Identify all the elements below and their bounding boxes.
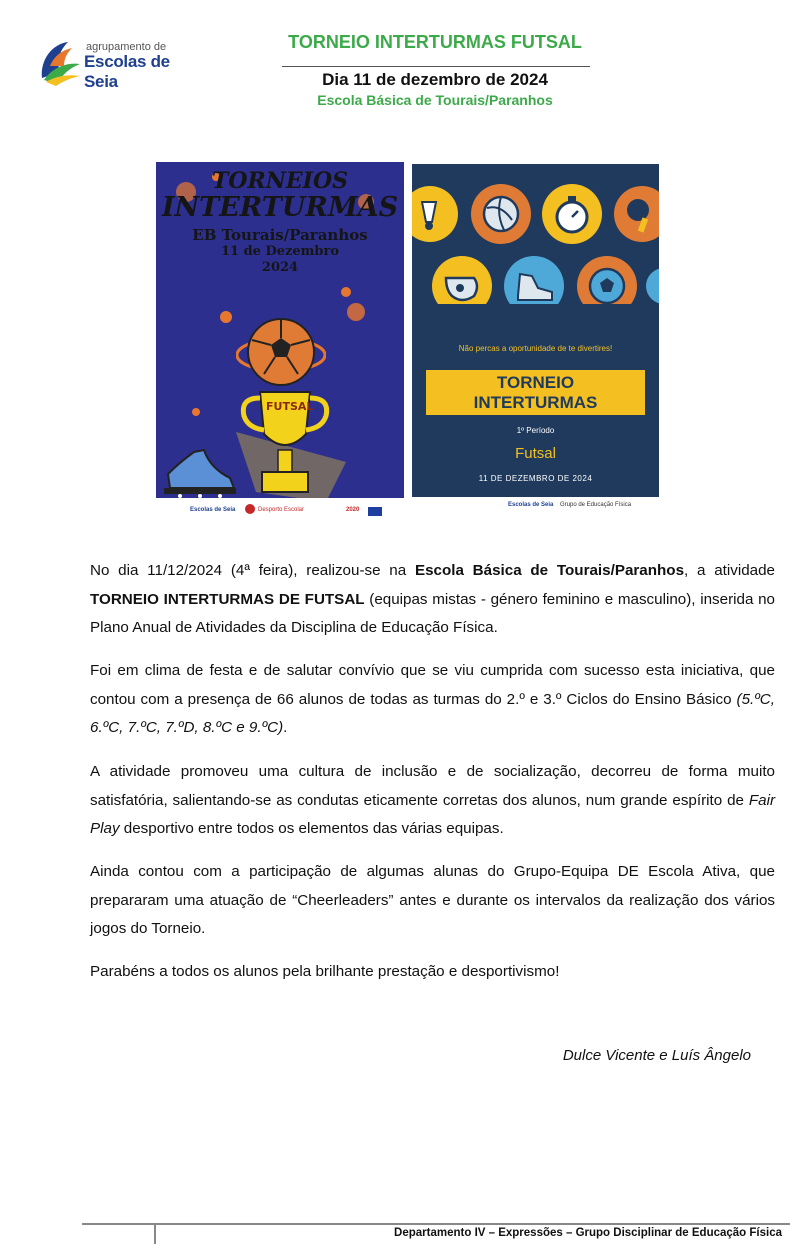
shuttlecock-icon <box>412 186 458 242</box>
signature: Dulce Vicente e Luís Ângelo <box>562 1047 751 1064</box>
logo-line2: Escolas de Seia <box>84 52 170 91</box>
poster-left-footer <box>156 498 404 520</box>
school-logo <box>38 38 198 91</box>
event-date: Dia 11 de dezembro de 2024 <box>322 70 548 89</box>
trophy-label: FUTSAL <box>266 400 314 413</box>
paragraph-3-fair-play: Fair Play <box>90 791 775 837</box>
poster-right-banner-line1: TORNEIO <box>496 373 575 392</box>
paragraph-1-text-e: (equipas mistas - género feminino e masculino), inserida no Plano Anual de Atividades da Disciplina de Educação Física. <box>90 590 776 636</box>
paragraph-4: Ainda contou com a participação de algumas alunas do Grupo-Equipa DE Escola Ativa, que prepararam uma atuação de “Cheerleaders” antes e durante os intervalos da realização dos vários jogos do Torneio. <box>90 863 775 937</box>
paragraph-2-classes: (5.ºC, 6.ºC, 7.ºC, 7.ºD, 8.ºC e 9.ºC) <box>90 690 775 736</box>
poster-left-subtitle: EB Tourais/Paranhos <box>192 226 368 244</box>
poster-right <box>412 164 659 515</box>
poster-right-date: 11 DE DEZEMBRO DE 2024 <box>478 474 593 483</box>
logo-swoosh-icon <box>38 38 82 86</box>
volleyball-icon <box>471 184 531 244</box>
poster-right-tagline: Não percas a oportunidade de te divertires! <box>458 344 613 353</box>
poster-left <box>156 162 404 520</box>
poster-left-title2: INTERTURMAS <box>161 192 399 223</box>
paragraph-1-school: Escola Básica de Tourais/Paranhos <box>414 562 685 579</box>
paragraph-1-text-a: No dia 11/12/2024 (4ª feira), realizou-se na <box>90 562 415 579</box>
poster-left-footer-program: 2020 <box>346 507 360 513</box>
paragraph-3-text-a: A atividade promoveu uma cultura de inclusão e de socialização, decorreu de forma muito satisfatória, salientando-se as condutas eticamente corretas dos alunos, num grande espírito de <box>90 763 775 809</box>
paragraph-3-text-c: desportivo entre todos os elementos das várias equipas. <box>119 820 504 837</box>
event-school: Escola Básica de Tourais/Paranhos <box>317 92 553 108</box>
whistle-icon <box>432 256 492 304</box>
poster-right-footer-group: Grupo de Educação Física <box>560 502 632 508</box>
desporto-escolar-icon <box>244 503 256 515</box>
sports-icons-grid <box>412 164 659 304</box>
poster-right-banner <box>426 370 645 415</box>
header-divider <box>282 66 590 67</box>
paragraph-2-text-a: Foi em clima de festa e de salutar convívio que se viu cumprida com sucesso esta iniciativa, que contou com a presença de 66 alunos de todas as turmas do 2.º e 3.º Ciclos do Ensino Básico <box>90 662 775 708</box>
soccer-ball-icon <box>577 256 637 304</box>
stopwatch-icon <box>542 184 602 244</box>
poster-left-date-line2: 2024 <box>261 260 299 275</box>
paragraph-2 <box>90 657 775 743</box>
poster-left-date-line1: 11 de Dezembro <box>220 244 340 259</box>
poster-right-footer-logo: Escolas de Seia <box>508 502 554 508</box>
paragraph-1-text-c: , a atividade <box>684 562 775 579</box>
footer-department: Departamento IV – Expressões – Grupo Disciplinar de Educação Física <box>394 1227 782 1239</box>
footer-divider <box>82 1223 790 1225</box>
paragraph-2-text-c: . <box>283 719 288 736</box>
footer-tick <box>154 1223 156 1244</box>
poster-left-footer-logo: Escolas de Seia <box>190 507 236 513</box>
sneaker-icon <box>504 256 564 304</box>
poster-right-sport: Futsal <box>515 445 556 462</box>
table-tennis-icon <box>614 186 659 242</box>
document-title: TORNEIO INTERTURMAS FUTSAL <box>288 32 582 52</box>
paragraph-1-activity: TORNEIO INTERTURMAS DE FUTSAL <box>90 590 365 608</box>
logo-line1: agrupamento de <box>86 41 167 53</box>
poster-left-title1: TORNEIOS <box>211 168 349 194</box>
paragraph-3 <box>90 758 775 844</box>
paragraph-5: Parabéns a todos os alunos pela brilhante prestação e desportivismo! <box>90 963 560 980</box>
poster-right-banner-line2: INTERTURMAS <box>473 393 598 412</box>
football-boot-icon <box>160 438 240 498</box>
paragraph-1 <box>90 557 775 643</box>
poster-right-footer <box>412 497 659 515</box>
poster-left-footer-brand: Desporto Escolar <box>258 507 305 513</box>
poster-right-period: 1º Período <box>516 426 555 435</box>
eu-flag-icon <box>368 507 382 516</box>
